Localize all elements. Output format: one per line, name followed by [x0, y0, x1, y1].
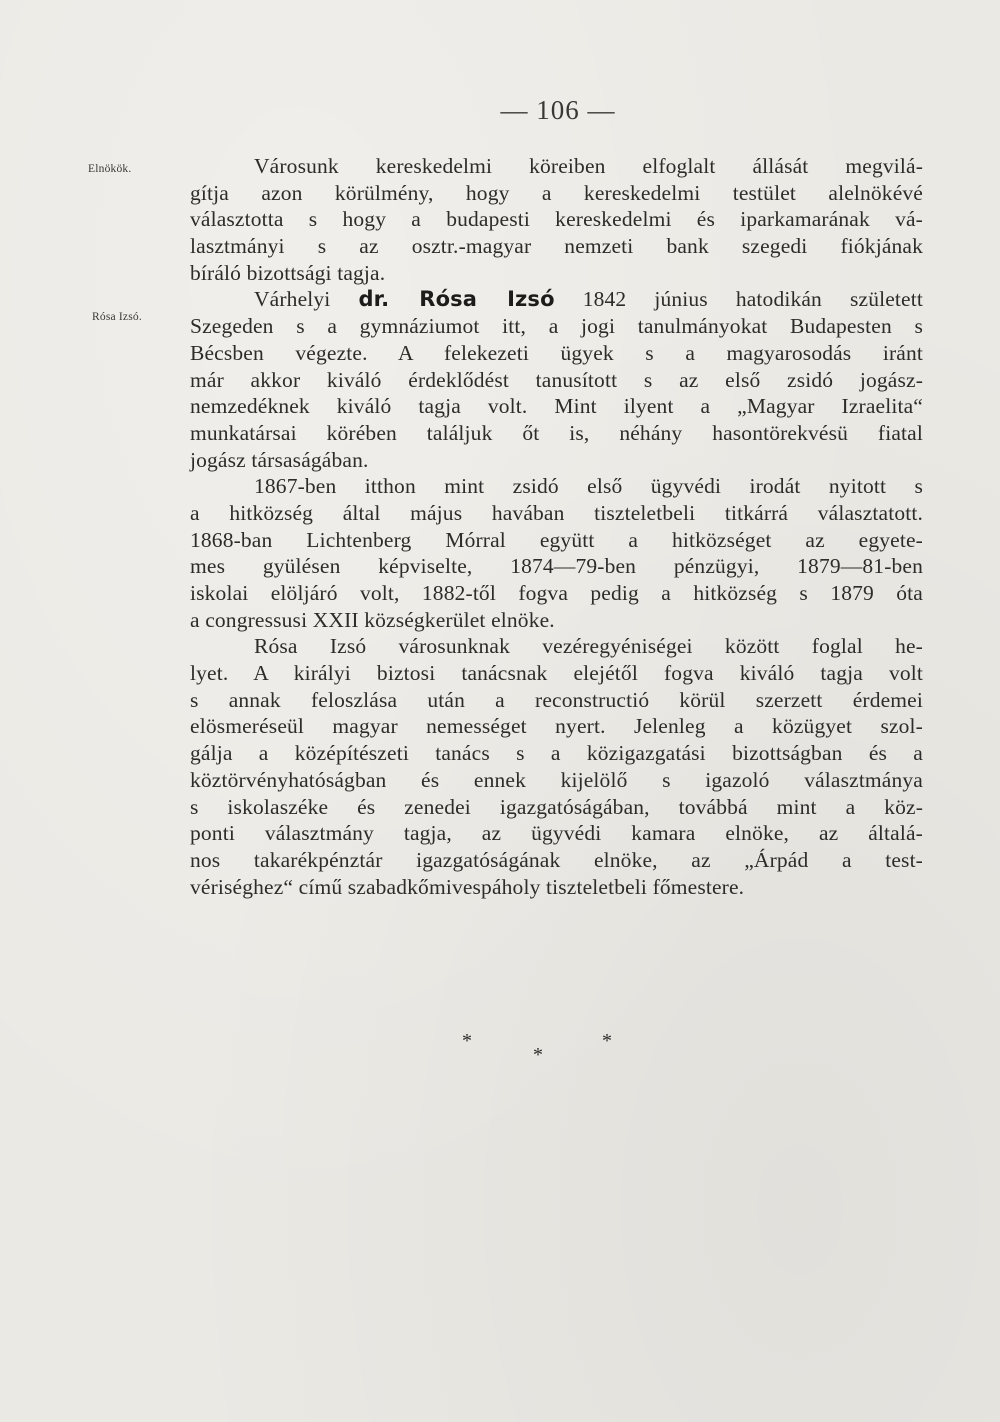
- text-line: [190, 286, 923, 313]
- text-line: 1868-ban Lichtenberg Mórral együtt a hitközséget az egyete-: [190, 527, 923, 552]
- body-text: [190, 153, 923, 900]
- text-line: köztörvényhatóságban és ennek kijelölő s igazoló választmánya: [190, 767, 923, 792]
- text-line: nemzedéknek kiváló tagja volt. Mint ilyent a „Magyar Izraelita“: [190, 394, 923, 419]
- text-line: 1867-ben itthon mint zsidó első ügyvédi irodát nyitott s: [254, 474, 923, 499]
- text-line: elösmeréseül magyar nemességet nyert. Jelenleg a közügyet szol-: [190, 714, 923, 739]
- text-line: iskolai elöljáró volt, 1882-től fogva pedig a hitközség s 1879 óta: [190, 581, 923, 605]
- text-line: lyet. A királyi biztosi tanácsnak elejétől fogva kiváló tagja volt: [190, 661, 923, 686]
- margin-note-elnokok: Elnökök.: [88, 163, 132, 175]
- text-line: választotta s hogy a budapesti kereskedelmi és iparkamarának vá-: [190, 207, 923, 232]
- text-line: ponti választmány tagja, az ügyvédi kamara elnöke, az általá-: [190, 821, 923, 846]
- text-line: már akkor kiváló érdeklődést tanusított s az első zsidó jogász-: [190, 367, 923, 392]
- text-line: Városunk kereskedelmi köreiben elfoglalt állását megvilá-: [254, 154, 923, 178]
- person-name-bold: dr. Rósa Izsó: [358, 287, 555, 312]
- margin-note-rosa-izso: Rósa Izsó.: [92, 311, 142, 323]
- text-line: s iskolaszéke és zenedei igazgatóságában, továbbá mint a köz-: [190, 794, 923, 819]
- text-line: s annak feloszlása után a reconstructió körül szerzett érdemei: [190, 687, 923, 712]
- text-line: vériséghez“ című szabadkőmivespáholy tiszteletbeli főmestere.: [190, 874, 745, 899]
- text-line: bíráló bizottsági tagja.: [190, 260, 386, 285]
- text-line: nos takarékpénztár igazgatóságának elnöke, az „Árpád a test-: [190, 847, 923, 872]
- section-separator: [462, 1030, 622, 1070]
- separator-asterisk: *: [462, 1030, 472, 1052]
- text-line: Rósa Izsó városunknak vezéregyéniségei között foglal he-: [254, 634, 923, 659]
- text-line: Szegeden s a gymnáziumot itt, a jogi tanulmányokat Budapesten s: [190, 314, 923, 339]
- separator-asterisk: *: [602, 1030, 612, 1052]
- text-line: munkatársai körében találjuk őt is, néhány hasontörekvésü fiatal: [190, 420, 923, 445]
- text-line: a congressusi XXII községkerület elnöke.: [190, 607, 555, 632]
- text-line: gálja a középítészeti tanács s a közigazgatási bizottságban és a: [190, 741, 923, 766]
- text-line: mes gyülésen képviselte, 1874—79-ben pénzügyi, 1879—81-ben: [190, 554, 923, 579]
- separator-asterisk: *: [533, 1044, 543, 1066]
- text-line: jogász társaságában.: [190, 447, 369, 472]
- text-run: 1842 június hatodikán született: [554, 287, 923, 312]
- text-line: Bécsben végezte. A felekezeti ügyek s a magyarosodás iránt: [190, 340, 923, 365]
- text-line: gítja azon körülmény, hogy a kereskedelmi testület alelnökévé: [190, 180, 923, 205]
- page-number: — 106 —: [500, 95, 616, 125]
- text-line: a hitközség által május havában tiszteletbeli titkárrá választatott.: [190, 500, 923, 525]
- text-line: lasztmányi s az osztr.-magyar nemzeti bank szegedi fiókjának: [190, 234, 923, 259]
- text-run: Várhelyi: [254, 287, 359, 312]
